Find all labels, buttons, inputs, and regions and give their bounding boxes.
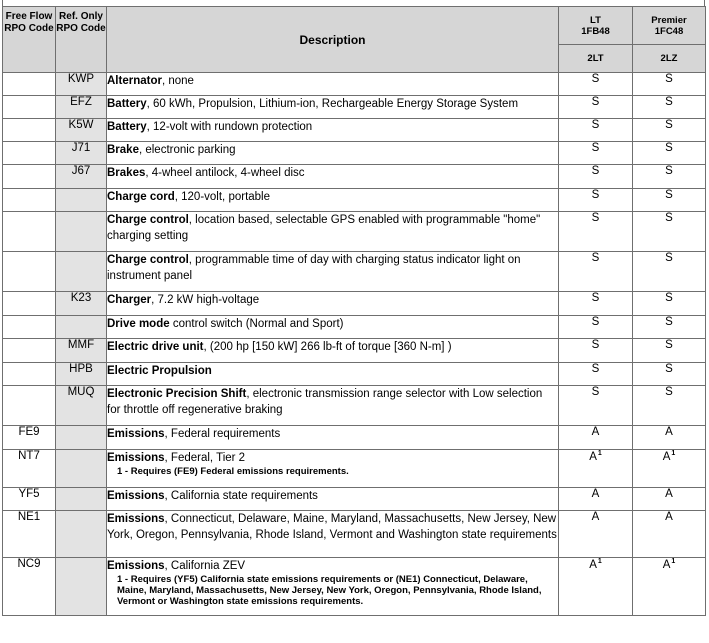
feature-name: Charge control <box>107 214 189 226</box>
ref-only-rpo-code <box>56 558 107 616</box>
ref-only-rpo-code <box>56 212 107 252</box>
feature-name: Emissions <box>107 513 165 525</box>
table-row <box>3 339 706 363</box>
ref-only-rpo-code <box>56 189 107 212</box>
feature-detail: , 7.2 kW high-voltage <box>151 294 260 306</box>
feature-name: Electronic Precision Shift <box>107 388 247 400</box>
lt-availability-code: S <box>591 212 600 224</box>
description-cell <box>107 511 559 558</box>
equipment-spec-table <box>2 6 706 616</box>
ref-only-rpo-code <box>56 252 107 292</box>
table-row <box>3 386 706 426</box>
feature-detail: , 60 kWh, Propulsion, Lithium-ion, Rechargeable Energy Storage System <box>146 98 519 110</box>
description-cell <box>107 363 559 386</box>
description-cell <box>107 558 559 616</box>
lt-availability-code: A <box>591 488 600 500</box>
lt-availability <box>559 292 633 316</box>
premier-availability-code: A <box>662 451 671 463</box>
lt-availability <box>559 119 633 142</box>
premier-availability <box>633 488 706 511</box>
lt-availability-code: A <box>589 559 597 571</box>
feature-name: Drive mode <box>107 318 170 330</box>
free-flow-rpo-code <box>3 189 56 212</box>
header-premier-trim <box>633 7 706 45</box>
free-flow-rpo-code: FE9 <box>3 426 56 450</box>
ref-only-rpo-code: KWP <box>56 73 107 96</box>
feature-name: Charge control <box>107 254 189 266</box>
feature-detail: , electronic transmission range selector with Low selection for throttle off regenerative braking <box>107 388 543 416</box>
lt-availability-code: S <box>591 119 600 131</box>
table-row <box>3 511 706 558</box>
premier-availability <box>633 73 706 96</box>
lt-availability <box>559 73 633 96</box>
free-flow-rpo-code <box>3 165 56 189</box>
lt-availability <box>559 363 633 386</box>
feature-detail: , programmable time of day with charging status indicator light on instrument panel <box>107 254 521 282</box>
feature-name: Emissions <box>107 452 165 464</box>
lt-availability <box>559 511 633 558</box>
feature-detail: , Federal, Tier 2 <box>164 452 246 464</box>
description-cell <box>107 189 559 212</box>
description-cell <box>107 339 559 363</box>
premier-availability <box>633 426 706 450</box>
premier-availability <box>633 165 706 189</box>
header-lt-model: 2LT <box>559 45 633 73</box>
free-flow-rpo-code <box>3 292 56 316</box>
feature-detail: , California state requirements <box>164 490 318 502</box>
lt-availability <box>559 450 633 488</box>
premier-availability-code: S <box>665 316 673 328</box>
table-row <box>3 252 706 292</box>
table-row <box>3 165 706 189</box>
premier-availability <box>633 252 706 292</box>
feature-detail: , 12-volt with rundown protection <box>146 121 313 133</box>
ref-only-rpo-code: J71 <box>56 142 107 165</box>
lt-availability-code: S <box>591 73 600 85</box>
header-description: Description <box>107 7 559 73</box>
premier-footnote-marker: 1 <box>671 558 676 565</box>
lt-availability <box>559 142 633 165</box>
description-cell <box>107 142 559 165</box>
lt-availability-code: A <box>591 426 600 438</box>
free-flow-rpo-code: NT7 <box>3 450 56 488</box>
lt-availability <box>559 252 633 292</box>
lt-availability-code: S <box>591 96 600 108</box>
lt-availability <box>559 488 633 511</box>
description-cell <box>107 488 559 511</box>
feature-name: Alternator <box>107 75 162 87</box>
premier-availability <box>633 142 706 165</box>
premier-availability <box>633 292 706 316</box>
description-cell <box>107 212 559 252</box>
feature-name: Emissions <box>107 490 165 502</box>
lt-availability-code: S <box>591 252 600 264</box>
lt-availability <box>559 316 633 339</box>
ref-only-rpo-code: MMF <box>56 339 107 363</box>
lt-footnote-marker: 1 <box>597 450 602 457</box>
premier-availability-code: S <box>665 386 673 398</box>
table-row <box>3 73 706 96</box>
premier-availability-code: S <box>665 119 673 131</box>
free-flow-rpo-code <box>3 212 56 252</box>
premier-availability-code: S <box>665 96 673 108</box>
ref-only-rpo-code: EFZ <box>56 96 107 119</box>
premier-availability-code: A <box>665 488 673 500</box>
lt-availability-code: S <box>591 363 600 375</box>
lt-availability-code: S <box>591 165 600 177</box>
premier-trim-code: 1FC48 <box>654 25 684 37</box>
premier-availability <box>633 363 706 386</box>
description-cell <box>107 450 559 488</box>
premier-footnote-marker: 1 <box>671 450 676 457</box>
premier-availability <box>633 558 706 616</box>
premier-availability-code: S <box>665 363 673 375</box>
premier-availability <box>633 450 706 488</box>
premier-availability <box>633 339 706 363</box>
feature-name: Brakes <box>107 167 146 179</box>
lt-availability-code: A <box>591 511 600 523</box>
feature-name: Brake <box>107 144 139 156</box>
lt-availability <box>559 189 633 212</box>
description-cell <box>107 426 559 450</box>
free-flow-rpo-code <box>3 316 56 339</box>
feature-name: Battery <box>107 121 147 133</box>
lt-availability <box>559 339 633 363</box>
premier-availability <box>633 119 706 142</box>
feature-detail: , electronic parking <box>138 144 236 156</box>
lt-availability-code: S <box>591 316 600 328</box>
premier-trim-name: Premier <box>651 14 687 26</box>
free-flow-rpo-code <box>3 339 56 363</box>
premier-availability-code: S <box>665 73 673 85</box>
free-flow-rpo-code <box>3 73 56 96</box>
feature-detail: , none <box>161 75 194 87</box>
description-cell <box>107 96 559 119</box>
feature-detail: , location based, selectable GPS enabled with programmable "home" charging setting <box>107 214 541 242</box>
table-row <box>3 96 706 119</box>
premier-availability-code: A <box>662 559 671 571</box>
lt-footnote-marker: 1 <box>597 558 602 565</box>
ref-only-rpo-code: K23 <box>56 292 107 316</box>
premier-availability <box>633 511 706 558</box>
feature-detail: , Federal requirements <box>164 428 281 440</box>
header-premier-model: 2LZ <box>633 45 706 73</box>
feature-name: Emissions <box>107 428 165 440</box>
free-flow-rpo-code: YF5 <box>3 488 56 511</box>
ref-only-rpo-code: MUQ <box>56 386 107 426</box>
ref-only-rpo-code: HPB <box>56 363 107 386</box>
free-flow-rpo-code: NC9 <box>3 558 56 616</box>
lt-availability-code: S <box>591 189 600 201</box>
free-flow-rpo-code <box>3 119 56 142</box>
lt-availability-code: S <box>591 292 600 304</box>
lt-availability <box>559 558 633 616</box>
lt-availability-code: S <box>591 386 600 398</box>
lt-availability-code: A <box>589 451 597 463</box>
footnote: 1 - Requires (FE9) Federal emissions requirements. <box>117 466 349 477</box>
lt-trim-name: LT <box>590 14 601 26</box>
premier-availability <box>633 96 706 119</box>
ref-only-rpo-code <box>56 488 107 511</box>
description-cell <box>107 165 559 189</box>
premier-availability-code: S <box>665 142 673 154</box>
description-cell <box>107 73 559 96</box>
ref-only-rpo-code <box>56 511 107 558</box>
premier-availability-code: S <box>665 339 673 351</box>
ref-only-rpo-code <box>56 450 107 488</box>
premier-availability-code: A <box>665 426 673 438</box>
table-row <box>3 142 706 165</box>
table-header-row <box>3 7 706 45</box>
free-flow-rpo-code <box>3 363 56 386</box>
table-row <box>3 450 706 488</box>
feature-detail: , California ZEV <box>164 560 246 572</box>
header-free-flow-rpo: Free Flow RPO Code <box>3 7 56 73</box>
feature-name: Electric Propulsion <box>107 365 212 377</box>
premier-availability-code: S <box>665 292 673 304</box>
feature-detail: , 4-wheel antilock, 4-wheel disc <box>145 167 305 179</box>
ref-only-rpo-code <box>56 316 107 339</box>
ref-only-rpo-code: J67 <box>56 165 107 189</box>
header-lt-trim <box>559 7 633 45</box>
lt-availability <box>559 96 633 119</box>
premier-availability <box>633 316 706 339</box>
table-row <box>3 189 706 212</box>
lt-availability-code: S <box>591 339 600 351</box>
feature-detail: control switch (Normal and Sport) <box>169 318 344 330</box>
feature-name: Battery <box>107 98 147 110</box>
description-cell <box>107 292 559 316</box>
description-cell <box>107 252 559 292</box>
table-row <box>3 212 706 252</box>
table-row <box>3 119 706 142</box>
premier-availability-code: S <box>665 165 673 177</box>
feature-name: Emissions <box>107 560 165 572</box>
description-cell <box>107 386 559 426</box>
feature-name: Charge cord <box>107 191 175 203</box>
free-flow-rpo-code <box>3 96 56 119</box>
ref-only-rpo-code: K5W <box>56 119 107 142</box>
premier-availability <box>633 386 706 426</box>
lt-availability <box>559 426 633 450</box>
table-row <box>3 558 706 616</box>
lt-availability <box>559 386 633 426</box>
table-row <box>3 426 706 450</box>
lt-availability <box>559 212 633 252</box>
table-row <box>3 316 706 339</box>
premier-availability-code: S <box>665 212 673 224</box>
premier-availability-code: S <box>665 252 673 264</box>
free-flow-rpo-code: NE1 <box>3 511 56 558</box>
free-flow-rpo-code <box>3 386 56 426</box>
description-cell <box>107 119 559 142</box>
lt-availability <box>559 165 633 189</box>
description-cell <box>107 316 559 339</box>
table-row <box>3 292 706 316</box>
feature-detail: , Connecticut, Delaware, Maine, Maryland, Massachusetts, New Jersey, New York, Oregon, Pennsylvania, Rhode Island, Vermont and Washington state requirements <box>107 513 557 541</box>
feature-name: Electric drive unit <box>107 341 204 353</box>
ref-only-rpo-code <box>56 426 107 450</box>
footnote: 1 - Requires (YF5) California state emissions requirements or (NE1) Connecticut, Delaware, Maine, Maryland, Massachusetts, New Jersey, New York, Oregon, Pennsylvania, Rhode Island, Vermont or Washington state emissions requirements. <box>117 574 542 607</box>
feature-name: Charger <box>107 294 152 306</box>
header-ref-only-rpo: Ref. Only RPO Code <box>56 7 107 73</box>
free-flow-rpo-code <box>3 252 56 292</box>
table-row <box>3 488 706 511</box>
premier-availability-code: A <box>665 511 673 523</box>
feature-detail: , 120-volt, portable <box>174 191 271 203</box>
free-flow-rpo-code <box>3 142 56 165</box>
premier-availability <box>633 189 706 212</box>
premier-availability-code: S <box>665 189 673 201</box>
lt-trim-code: 1FB48 <box>581 25 610 37</box>
lt-availability-code: S <box>591 142 600 154</box>
table-row <box>3 363 706 386</box>
premier-availability <box>633 212 706 252</box>
feature-detail: , (200 hp [150 kW] 266 lb-ft of torque [360 N-m] ) <box>203 341 452 353</box>
